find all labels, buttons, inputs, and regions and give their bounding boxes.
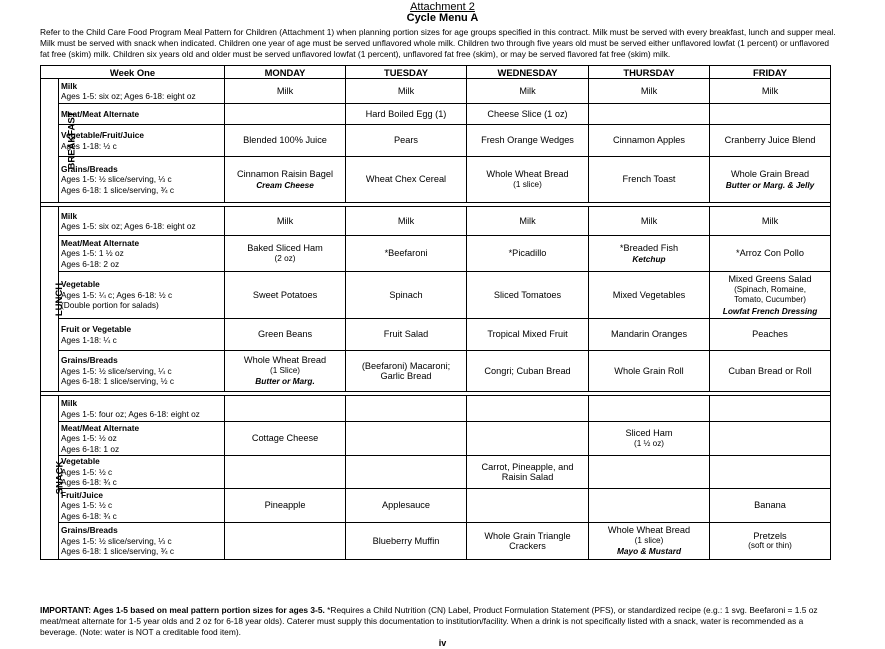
section-label: LUNCH bbox=[54, 282, 66, 316]
table-row bbox=[41, 319, 831, 351]
menu-item: Mandarin Oranges bbox=[610, 329, 688, 340]
component-label-cell bbox=[59, 272, 225, 319]
menu-cell bbox=[467, 396, 589, 422]
component-label-cell bbox=[59, 396, 225, 422]
menu-cell bbox=[710, 396, 831, 422]
component-name: Meat/Meat Alternate bbox=[61, 422, 140, 433]
menu-cell bbox=[589, 489, 710, 523]
portion-size: Ages 1-5: ½ oz Ages 6-18: 1 oz bbox=[61, 433, 120, 454]
menu-cell bbox=[467, 422, 589, 456]
table-row bbox=[41, 272, 831, 319]
table-row bbox=[41, 207, 831, 236]
menu-item: Milk bbox=[761, 215, 779, 226]
portion-size: Ages 1-5: 1 ½ oz Ages 6-18: 2 oz bbox=[61, 248, 124, 269]
menu-item: Milk bbox=[519, 85, 536, 96]
menu-item: Green Beans bbox=[257, 329, 313, 340]
table-row bbox=[41, 396, 831, 422]
menu-cell bbox=[346, 272, 467, 319]
table-row bbox=[41, 456, 831, 489]
menu-item: Fruit Salad bbox=[383, 329, 429, 340]
menu-cell bbox=[710, 236, 831, 272]
menu-cell bbox=[346, 104, 467, 125]
menu-item: Fresh Orange Wedges bbox=[481, 135, 574, 146]
menu-cell bbox=[467, 125, 589, 157]
menu-cell bbox=[346, 456, 467, 489]
menu-item-condiment: Ketchup bbox=[632, 253, 666, 264]
menu-item: Cranberry Juice Blend bbox=[724, 135, 816, 146]
menu-item: Tropical Mixed Fruit bbox=[487, 329, 568, 340]
portion-size: Ages 1-5: ½ c Ages 6-18: ¾ c bbox=[61, 466, 117, 488]
menu-cell bbox=[467, 351, 589, 392]
portion-size: Ages 1-5: ½ slice/serving, ¼ c Ages 6-18: 1 slice/serving, ½ c bbox=[61, 365, 174, 387]
menu-item: Milk bbox=[276, 85, 294, 96]
menu-item: Banana bbox=[754, 500, 786, 511]
menu-cell bbox=[467, 523, 589, 560]
page-number: iv bbox=[438, 638, 447, 648]
menu-item: Mixed Greens Salad bbox=[728, 274, 812, 284]
menu-cell bbox=[225, 396, 346, 422]
menu-item-condiment: Mayo & Mustard bbox=[616, 546, 682, 557]
component-label-cell bbox=[59, 207, 225, 236]
menu-item-note: (1 ½ oz) bbox=[633, 438, 665, 448]
menu-cell bbox=[589, 456, 710, 489]
component-name: Vegetable bbox=[61, 456, 100, 467]
component-name: Milk bbox=[61, 210, 78, 221]
menu-cell bbox=[589, 236, 710, 272]
menu-cell bbox=[589, 319, 710, 351]
component-name: Meat/Meat Alternate bbox=[61, 237, 140, 248]
menu-cell bbox=[467, 456, 589, 489]
menu-cell bbox=[710, 157, 831, 203]
menu-item: Pears bbox=[394, 135, 419, 146]
menu-item: Peaches bbox=[752, 329, 788, 340]
menu-item: Milk bbox=[640, 85, 658, 96]
menu-item: Blended 100% Juice bbox=[243, 135, 327, 146]
table-row bbox=[41, 523, 831, 560]
menu-cell bbox=[225, 104, 346, 125]
menu-cell bbox=[589, 104, 710, 125]
menu-item-note: (1 slice) bbox=[513, 179, 542, 189]
section-label-cell bbox=[41, 207, 66, 392]
component-name: Milk bbox=[61, 80, 78, 91]
section-label: SNACK bbox=[54, 460, 66, 495]
table-row bbox=[41, 236, 831, 272]
portion-size: Ages 1-5: ½ c Ages 6-18: ¾ c bbox=[61, 500, 117, 521]
menu-cell bbox=[467, 272, 589, 319]
component-label-cell bbox=[59, 351, 225, 392]
menu-cell bbox=[467, 236, 589, 272]
menu-cell bbox=[346, 207, 467, 236]
menu-item: Wheat Chex Cereal bbox=[365, 174, 447, 185]
column-header: WEDNESDAY bbox=[467, 66, 589, 79]
menu-cell bbox=[710, 104, 831, 125]
menu-cell bbox=[225, 207, 346, 236]
menu-item: Milk bbox=[761, 85, 779, 96]
important-note bbox=[40, 605, 840, 638]
component-name: Grains/Breads bbox=[61, 163, 118, 174]
menu-cell bbox=[710, 456, 831, 489]
menu-item: Milk bbox=[640, 215, 658, 226]
menu-item: Milk bbox=[519, 215, 536, 226]
table-row bbox=[41, 351, 831, 392]
component-label-cell bbox=[59, 319, 225, 351]
menu-item-condiment: Butter or Marg. bbox=[255, 376, 315, 387]
menu-item: (Beefaroni) Macaroni; Garlic Bread bbox=[361, 360, 451, 381]
menu-cell bbox=[346, 125, 467, 157]
menu-item: French Toast bbox=[622, 174, 676, 185]
menu-cell bbox=[225, 489, 346, 523]
menu-cell bbox=[589, 422, 710, 456]
component-name: Fruit or Vegetable bbox=[61, 324, 132, 334]
column-header: TUESDAY bbox=[346, 66, 467, 79]
column-header: THURSDAY bbox=[589, 66, 710, 79]
menu-item: Whole Wheat Bread bbox=[486, 169, 569, 179]
menu-item: *Picadillo bbox=[508, 248, 547, 259]
menu-item-note: (Spinach, Romaine, Tomato, Cucumber) bbox=[734, 284, 806, 304]
menu-cell bbox=[346, 79, 467, 104]
portion-size: Ages 1-5: ½ slice/serving, ⅓ c Ages 6-18: 1 slice/serving, ¾ c bbox=[61, 174, 174, 195]
section-label: BREAKFAST bbox=[66, 111, 78, 170]
menu-item: Whole Wheat Bread bbox=[607, 525, 691, 536]
menu-item: Pretzels bbox=[753, 530, 787, 541]
portion-size: Ages 1-5: six oz; Ages 6-18: eight oz bbox=[61, 91, 196, 101]
menu-cell bbox=[346, 157, 467, 203]
component-name: Milk bbox=[61, 398, 78, 408]
menu-cell bbox=[346, 351, 467, 392]
component-label-cell bbox=[59, 523, 225, 560]
menu-item: Blueberry Muffin bbox=[372, 535, 440, 546]
table-row bbox=[41, 104, 831, 125]
column-header: MONDAY bbox=[225, 66, 346, 79]
table-row bbox=[41, 489, 831, 523]
menu-item: Cinnamon Raisin Bagel bbox=[237, 169, 334, 179]
table-row bbox=[41, 79, 831, 104]
menu-item: Sliced Ham bbox=[625, 428, 673, 438]
portion-size: Ages 1-5: four oz; Ages 6-18: eight oz bbox=[61, 408, 200, 419]
menu-item: *Breaded Fish bbox=[619, 243, 679, 253]
component-name: Grains/Breads bbox=[61, 355, 118, 366]
menu-cell bbox=[589, 207, 710, 236]
menu-cell bbox=[346, 422, 467, 456]
attachment-label: Attachment 2 bbox=[410, 1, 475, 13]
menu-cell bbox=[710, 351, 831, 392]
menu-item: Hard Boiled Egg (1) bbox=[365, 108, 447, 119]
menu-cell bbox=[589, 523, 710, 560]
component-label-cell bbox=[59, 489, 225, 523]
menu-item: Applesauce bbox=[382, 500, 431, 511]
table-row bbox=[41, 157, 831, 203]
menu-item: Milk bbox=[276, 215, 294, 226]
cycle-menu-table bbox=[40, 65, 831, 560]
menu-cell bbox=[589, 351, 710, 392]
menu-cell bbox=[225, 319, 346, 351]
menu-item: Whole Grain Roll bbox=[614, 365, 684, 376]
menu-item-condiment: Lowfat French Dressing bbox=[722, 305, 818, 316]
menu-item: Mixed Vegetables bbox=[612, 289, 686, 300]
menu-cell bbox=[346, 396, 467, 422]
column-header: Week One bbox=[41, 66, 225, 79]
menu-cell bbox=[589, 79, 710, 104]
menu-cell bbox=[467, 207, 589, 236]
menu-item-note: (1 Slice) bbox=[270, 365, 301, 375]
menu-cell bbox=[225, 125, 346, 157]
menu-cell bbox=[346, 489, 467, 523]
menu-cell bbox=[467, 319, 589, 351]
menu-cell bbox=[710, 489, 831, 523]
component-label-cell bbox=[59, 157, 225, 203]
menu-item: Baked Sliced Ham bbox=[247, 243, 323, 253]
menu-item: Pineapple bbox=[264, 500, 306, 511]
table-row bbox=[41, 422, 831, 456]
menu-item: Spinach bbox=[389, 289, 423, 300]
menu-item: Cheese Slice (1 oz) bbox=[487, 108, 568, 119]
portion-size: Ages 1-5: ½ slice/serving, ⅓ c Ages 6-18: 1 slice/serving, ¾ c bbox=[61, 535, 174, 557]
table-row bbox=[41, 125, 831, 157]
menu-item: Carrot, Pineapple, and Raisin Salad bbox=[481, 461, 574, 482]
menu-cell bbox=[225, 523, 346, 560]
menu-cell bbox=[467, 489, 589, 523]
component-label-cell bbox=[59, 79, 225, 104]
component-name: Grains/Breads bbox=[61, 525, 118, 536]
component-name: Fruit/Juice bbox=[61, 489, 103, 500]
menu-cell bbox=[225, 272, 346, 319]
menu-cell bbox=[467, 157, 589, 203]
menu-cell bbox=[346, 236, 467, 272]
component-name: Meat/Meat Alternate bbox=[61, 108, 140, 119]
menu-cell bbox=[710, 523, 831, 560]
menu-cell bbox=[589, 157, 710, 203]
component-label-cell bbox=[59, 236, 225, 272]
menu-item: *Arroz Con Pollo bbox=[736, 248, 804, 259]
menu-item: Cottage Cheese bbox=[251, 433, 319, 444]
footnote-text: *Requires a Child Nutrition (CN) Label, Product Formulation Statement (PFS), or standardized recipe (e.g.: 1 svg. Beefaroni = 1.5 oz meat/meat alternate for 1-5 year olds and 2 oz for 6-18 year olds). Caterer must supply this documentation to institution/facility. When a drink is not specifically listed with a snack, water is recommended as a beverage. (Note: water is NOT a creditable food item). bbox=[40, 605, 818, 637]
menu-cell bbox=[467, 79, 589, 104]
menu-item: Cinnamon Apples bbox=[613, 135, 686, 146]
menu-item: Congri; Cuban Bread bbox=[484, 365, 571, 376]
menu-cell bbox=[710, 125, 831, 157]
menu-cell bbox=[710, 79, 831, 104]
menu-cell bbox=[346, 523, 467, 560]
menu-item-condiment: Cream Cheese bbox=[256, 179, 314, 190]
menu-item: Whole Grain Triangle Crackers bbox=[484, 530, 571, 551]
menu-cell bbox=[710, 207, 831, 236]
column-header: FRIDAY bbox=[710, 66, 831, 79]
menu-cell bbox=[710, 422, 831, 456]
component-label-cell bbox=[59, 125, 225, 157]
menu-cell bbox=[589, 272, 710, 319]
component-label-cell bbox=[59, 104, 225, 125]
menu-item: Milk bbox=[397, 85, 415, 96]
portion-size: Ages 1-18: ½ c bbox=[61, 140, 117, 151]
menu-body bbox=[41, 79, 831, 560]
menu-cell bbox=[467, 104, 589, 125]
menu-item-note: (2 oz) bbox=[274, 253, 296, 263]
portion-size: Ages 1-5: six oz; Ages 6-18: eight oz bbox=[61, 221, 196, 231]
menu-item: *Beefaroni bbox=[384, 248, 428, 259]
menu-item: Sweet Potatoes bbox=[252, 289, 318, 300]
menu-item-note: (1 slice) bbox=[634, 535, 664, 545]
portion-size: Ages 1-18: ¼ c bbox=[61, 334, 117, 345]
section-label-cell bbox=[41, 396, 66, 560]
portion-size: Ages 1-5: ¼ c; Ages 6-18: ½ c (Double portion for salads) bbox=[61, 289, 173, 311]
menu-item: Sliced Tomatoes bbox=[493, 289, 562, 300]
menu-cell bbox=[225, 351, 346, 392]
menu-item: Whole Grain Bread bbox=[730, 169, 810, 179]
menu-item-condiment: Butter or Marg. & Jelly bbox=[725, 179, 815, 190]
page-title: Cycle Menu A bbox=[406, 12, 479, 24]
important-label: IMPORTANT: Ages 1-5 based on meal pattern portion sizes for ages 3-5. bbox=[40, 605, 325, 615]
menu-cell bbox=[225, 79, 346, 104]
menu-item-note: (soft or thin) bbox=[748, 541, 792, 550]
intro-paragraph: Refer to the Child Care Food Program Meal Pattern for Children (Attachment 1) when planning portion sizes for age groups specified in this contract. Milk must be served with every breakfast, lunch and supper meal. Milk must be served with snack when indicated. Children one year of age must be served unflavored whole milk. Children two through five years old must be served either unflavored lowfat (1 percent) or unflavored fat free (skim) milk. Children six years old and older must be served unflavored lowfat (1 percent), unflavored fat free (skim), or may be served flavored fat free (skim) milk. bbox=[40, 27, 836, 59]
menu-cell bbox=[225, 157, 346, 203]
table-header-row bbox=[41, 66, 831, 79]
menu-cell bbox=[589, 396, 710, 422]
component-label-cell bbox=[59, 456, 225, 489]
menu-cell bbox=[225, 456, 346, 489]
menu-cell bbox=[710, 319, 831, 351]
menu-cell bbox=[225, 236, 346, 272]
menu-cell bbox=[589, 125, 710, 157]
component-name: Vegetable bbox=[61, 279, 100, 290]
menu-cell bbox=[225, 422, 346, 456]
component-name: Vegetable/Fruit/Juice bbox=[61, 130, 144, 140]
component-label-cell bbox=[59, 422, 225, 456]
menu-item: Cuban Bread or Roll bbox=[728, 365, 812, 376]
menu-cell bbox=[710, 272, 831, 319]
menu-cell bbox=[346, 319, 467, 351]
menu-item: Whole Wheat Bread bbox=[243, 355, 327, 366]
menu-item: Milk bbox=[397, 215, 415, 226]
